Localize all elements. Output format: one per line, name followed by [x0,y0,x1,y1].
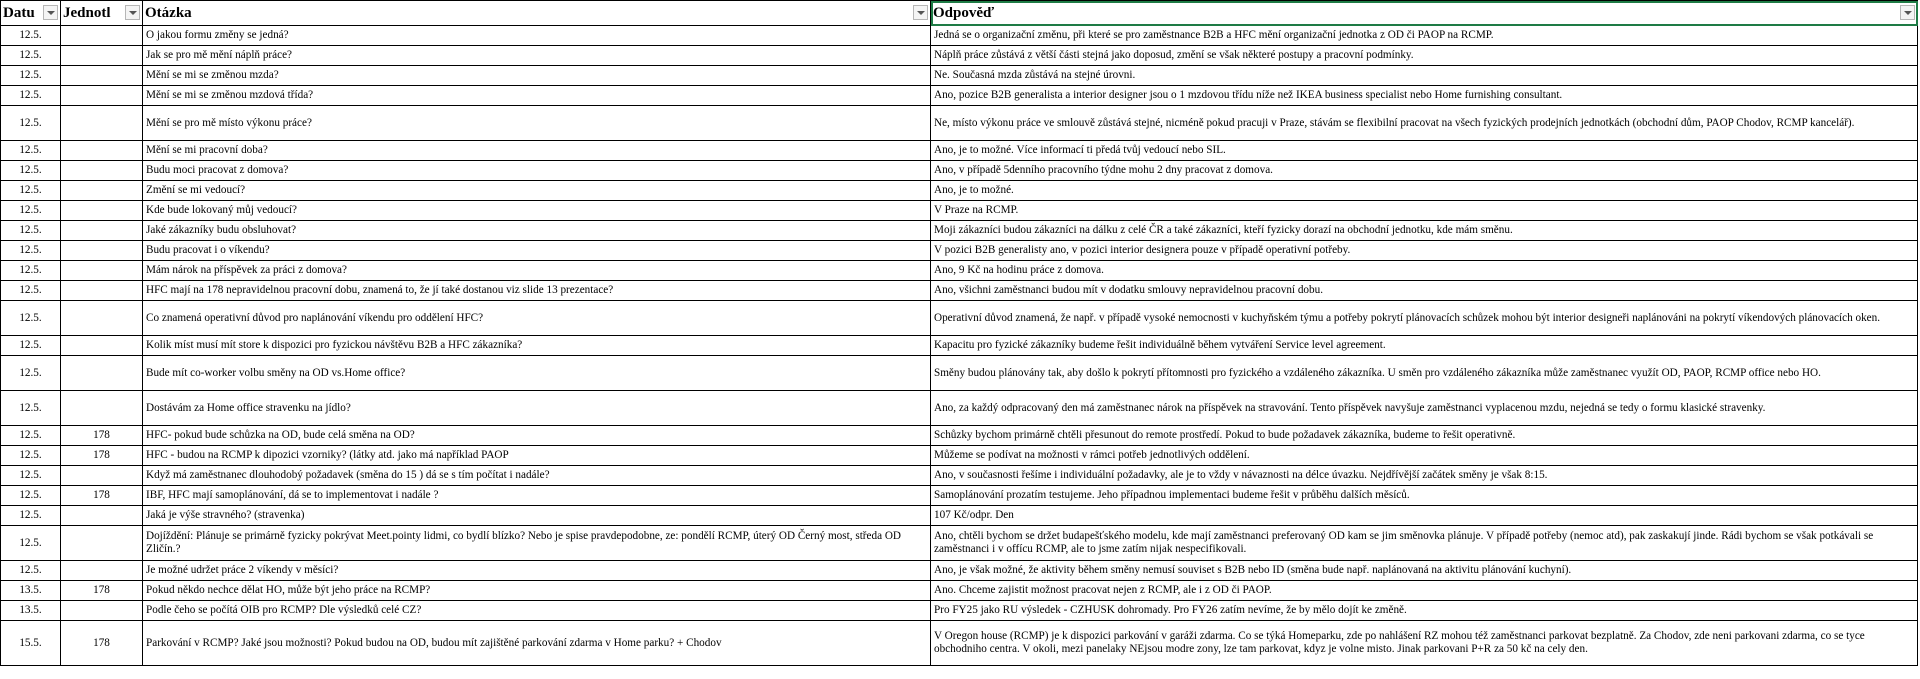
table-row [1,486,1918,506]
table-row [1,301,1918,336]
date-cell[interactable]: 12.5. [1,86,61,106]
question-cell[interactable]: HFC mají na 178 nepravidelnou pracovní dobu, znamená to, že jí také dostanou viz slide 13 prezentace? [143,281,931,301]
question-cell[interactable]: Mění se mi pracovní doba? [143,141,931,161]
answer-cell[interactable]: 107 Kč/odpr. Den [931,506,1918,526]
date-cell[interactable]: 12.5. [1,141,61,161]
date-cell[interactable]: 12.5. [1,46,61,66]
table-body [1,26,1918,666]
answer-cell[interactable]: Ano, v případě 5denního pracovního týdne mohu 2 dny pracovat z domova. [931,161,1918,181]
date-cell[interactable]: 12.5. [1,561,61,581]
answer-cell[interactable]: Operativní důvod znamená, že např. v případě vysoké nemocnosti v kuchyňském týmu a potřeby pokrytí plánovacích schůzek mohou být interior designeři naplánováni na pokrytí víkendových plánovacích oken. [931,301,1918,336]
table-row [1,391,1918,426]
answer-cell[interactable]: V Praze na RCMP. [931,201,1918,221]
question-cell[interactable]: Kde bude lokovaný můj vedoucí? [143,201,931,221]
answer-cell[interactable]: Schůzky bychom primárně chtěli přesunout do remote prostředí. Pokud to bude požadavek zákazníka, budeme to řešit operativně. [931,426,1918,446]
date-cell[interactable]: 12.5. [1,66,61,86]
table-row [1,46,1918,66]
unit-cell[interactable] [61,46,143,66]
unit-cell[interactable] [61,66,143,86]
unit-cell[interactable] [61,336,143,356]
question-cell[interactable]: Kolik míst musí mít store k dispozici pro fyzickou návštěvu B2B a HFC zákazníka? [143,336,931,356]
answer-cell[interactable]: V pozici B2B generalisty ano, v pozici interior designera pouze v případě operativní potřeby. [931,241,1918,261]
unit-cell[interactable] [61,391,143,426]
unit-cell[interactable] [61,141,143,161]
unit-cell[interactable] [61,86,143,106]
table-row [1,281,1918,301]
table-row [1,141,1918,161]
filter-dropdown-icon[interactable] [43,5,58,20]
unit-cell[interactable] [61,241,143,261]
header-unit-label: Jednotl [63,6,111,20]
table-row [1,426,1918,446]
date-cell[interactable]: 12.5. [1,106,61,141]
header-date-label: Datu [3,6,35,20]
table-row [1,526,1918,561]
question-cell[interactable]: Když má zaměstnanec dlouhodobý požadavek (směna do 15 ) dá se s tím počítat i nadále? [143,466,931,486]
answer-cell[interactable]: Ano, v současnosti řešíme i individuální požadavky, ale je to vždy v návaznosti na délce úvazku. Nejdřívější začátek směny je však 8:15. [931,466,1918,486]
answer-cell[interactable]: Ano, je to možné. [931,181,1918,201]
header-answer[interactable] [931,1,1918,26]
table-row [1,261,1918,281]
answer-cell[interactable]: Jedná se o organizační změnu, při které se pro zaměstnance B2B a HFC mění organizační jednotka z OD či PAOP na RCMP. [931,26,1918,46]
header-unit[interactable] [61,1,143,26]
answer-cell[interactable]: V Oregon house (RCMP) je k dispozici parkování v garáži zdarma. Co se týká Homeparku, zde po nahlášení RZ mohou též zaměstnanci parkovat bezplatně. Za Chodov, zde neni parkovani zdarma, co se tyce obchodniho centra. V okoli, mezi panelaky NEjsou modre zony, lze tam parkovat, kdyz je volne misto. Jinak parkovani P+R za 50 kč na cely den. [931,621,1918,666]
question-cell[interactable]: Dostávám za Home office stravenku na jídlo? [143,391,931,426]
question-cell[interactable]: Dojíždění: Plánuje se primárně fyzicky pokrývat Meet.pointy lidmi, co bydlí blízko? Nebo je spise pravdepodobne, ze: pondělí RCMP, úterý OD Černý most, středa OD Zličín.? [143,526,931,561]
answer-cell[interactable]: Náplň práce zůstává z větší části stejná jako doposud, změní se však některé postupy a pracovní podmínky. [931,46,1918,66]
date-cell[interactable]: 12.5. [1,506,61,526]
unit-cell[interactable] [61,301,143,336]
table-row [1,26,1918,46]
answer-cell[interactable]: Ano. Chceme zajistit možnost pracovat nejen z RCMP, ale i z OD či PAOP. [931,581,1918,601]
question-cell[interactable]: Jaké zákazníky budu obsluhovat? [143,221,931,241]
header-row [1,1,1918,26]
question-cell[interactable]: Mění se pro mě místo výkonu práce? [143,106,931,141]
question-cell[interactable]: Změní se mi vedoucí? [143,181,931,201]
answer-cell[interactable]: Ano, všichni zaměstnanci budou mít v dodatku smlouvy nepravidelnou pracovní dobu. [931,281,1918,301]
answer-cell[interactable]: Kapacitu pro fyzické zákazníky budeme řešit individuálně během vytváření Service level agreement. [931,336,1918,356]
date-cell[interactable]: 13.5. [1,601,61,621]
unit-cell[interactable] [61,281,143,301]
date-cell[interactable]: 12.5. [1,26,61,46]
header-question[interactable] [143,1,931,26]
unit-cell[interactable] [61,356,143,391]
answer-cell[interactable]: Ano, pozice B2B generalista a interior designer jsou o 1 mzdovou třídu níže než IKEA business specialist nebo Home furnishing consultant. [931,86,1918,106]
answer-cell[interactable]: Ne. Současná mzda zůstává na stejné úrovni. [931,66,1918,86]
unit-cell[interactable] [61,561,143,581]
answer-cell[interactable]: Ano, chtěli bychom se držet budapešťského modelu, kde mají zaměstnanci preferovaný OD kam se jim směnovka plánuje. V případě potřeby (nemoc atd), pak zaskakují jinde. Rádi bychom se však potkávali se zaměstnanci i v offícu RCMP, ale to jsme zatím nijak nespecifikovali. [931,526,1918,561]
question-cell[interactable]: Mění se mi se změnou mzda? [143,66,931,86]
date-cell[interactable]: 12.5. [1,221,61,241]
unit-cell[interactable]: 178 [61,446,143,466]
date-cell[interactable]: 12.5. [1,181,61,201]
date-cell[interactable]: 12.5. [1,466,61,486]
question-cell[interactable]: Podle čeho se počítá OIB pro RCMP? Dle výsledků celé CZ? [143,601,931,621]
answer-cell[interactable]: Ano, za každý odpracovaný den má zaměstnanec nárok na příspěvek na stravování. Tento příspěvek navyšuje zaměstnanci vyplacenou mzdu, nejedná se tedy o formu klasické stravenky. [931,391,1918,426]
answer-cell[interactable]: Pro FY25 jako RU výsledek - CZHUSK dohromady. Pro FY26 zatím nevíme, že by mělo dojít ke změně. [931,601,1918,621]
filter-dropdown-icon[interactable] [125,5,140,20]
table-row [1,356,1918,391]
date-cell[interactable]: 12.5. [1,301,61,336]
answer-cell[interactable]: Moji zákazníci budou zákazníci na dálku z celé ČR a také zákazníci, kteří fyzicky dorazí na obchodní jednotku, kde mám směnu. [931,221,1918,241]
question-cell[interactable]: Budu pracovat i o víkendu? [143,241,931,261]
answer-cell[interactable]: Můžeme se podívat na možnosti v rámci potřeb jednotlivých oddělení. [931,446,1918,466]
question-cell[interactable]: Jak se pro mě mění náplň práce? [143,46,931,66]
question-cell[interactable]: Bude mít co-worker volbu směny na OD vs.Home office? [143,356,931,391]
unit-cell[interactable] [61,201,143,221]
header-answer-label: Odpověď [933,6,995,20]
unit-cell[interactable]: 178 [61,486,143,506]
date-cell[interactable]: 12.5. [1,241,61,261]
date-cell[interactable]: 12.5. [1,261,61,281]
unit-cell[interactable] [61,526,143,561]
header-question-label: Otázka [145,6,192,20]
unit-cell[interactable] [61,466,143,486]
table-row [1,106,1918,141]
unit-cell[interactable] [61,506,143,526]
question-cell[interactable]: HFC- pokud bude schůzka na OD, bude celá směna na OD? [143,426,931,446]
table-row [1,221,1918,241]
date-cell[interactable]: 12.5. [1,336,61,356]
question-cell[interactable]: Co znamená operativní důvod pro naplánování víkendu pro oddělení HFC? [143,301,931,336]
question-cell[interactable]: O jakou formu změny se jedná? [143,26,931,46]
filter-dropdown-icon[interactable] [913,5,928,20]
unit-cell[interactable] [61,601,143,621]
unit-cell[interactable] [61,261,143,281]
date-cell[interactable]: 12.5. [1,161,61,181]
question-cell[interactable]: Mění se mi se změnou mzdová třída? [143,86,931,106]
answer-cell[interactable]: Ano, je však možné, že aktivity během směny nemusí souviset s B2B nebo ID (směna bude např. naplánovaná na aktivitu plánování kuchyní). [931,561,1918,581]
table-row [1,86,1918,106]
table-row [1,161,1918,181]
answer-cell[interactable]: Ne, místo výkonu práce ve smlouvě zůstává stejné, nicméně pokud pracuji v Praze, stávám se flexibilní pracovat na všech fyzických prodejních jednotkách (obchodní dům, PAOP Chodov, RCMP kancelář). [931,106,1918,141]
table-row [1,241,1918,261]
table-row [1,506,1918,526]
table-row [1,621,1918,666]
table-row [1,601,1918,621]
table-row [1,446,1918,466]
date-cell[interactable]: 12.5. [1,391,61,426]
question-cell[interactable]: Je možné udržet práce 2 víkendy v měsíci? [143,561,931,581]
answer-cell[interactable]: Ano, je to možné. Více informací ti předá tvůj vedoucí nebo SIL. [931,141,1918,161]
question-cell[interactable]: Budu moci pracovat z domova? [143,161,931,181]
question-cell[interactable]: Parkování v RCMP? Jaké jsou možnosti? Pokud budou na OD, budou mít zajištěné parkování zdarma v Home parku? + Chodov [143,621,931,666]
header-date[interactable] [1,1,61,26]
question-cell[interactable]: Jaká je výše stravného? (stravenka) [143,506,931,526]
date-cell[interactable]: 12.5. [1,446,61,466]
date-cell[interactable]: 12.5. [1,201,61,221]
filter-dropdown-icon[interactable] [1900,5,1915,20]
table-row [1,561,1918,581]
date-cell[interactable]: 12.5. [1,526,61,561]
question-cell[interactable]: IBF, HFC mají samoplánování, dá se to implementovat i nadále ? [143,486,931,506]
date-cell[interactable]: 12.5. [1,486,61,506]
unit-cell[interactable] [61,106,143,141]
date-cell[interactable]: 15.5. [1,621,61,666]
date-cell[interactable]: 12.5. [1,426,61,446]
unit-cell[interactable] [61,221,143,241]
unit-cell[interactable]: 178 [61,581,143,601]
table-row [1,181,1918,201]
unit-cell[interactable] [61,161,143,181]
answer-cell[interactable]: Samoplánování prozatím testujeme. Jeho případnou implementaci budeme řešit v průběhu dalších měsíců. [931,486,1918,506]
date-cell[interactable]: 13.5. [1,581,61,601]
unit-cell[interactable] [61,181,143,201]
unit-cell[interactable] [61,26,143,46]
table-row [1,66,1918,86]
unit-cell[interactable]: 178 [61,426,143,446]
question-cell[interactable]: HFC - budou na RCMP k dipozici vzorniky? (látky atd. jako má například PAOP [143,446,931,466]
date-cell[interactable]: 12.5. [1,281,61,301]
table-row [1,581,1918,601]
answer-cell[interactable]: Směny budou plánovány tak, aby došlo k pokrytí přítomnosti pro fyzického a vzdáleného zákazníka. U směn pro vzdáleného zákazníka může zaměstnanec využít OD, PAOP, RCMP office nebo HO. [931,356,1918,391]
question-cell[interactable]: Pokud někdo nechce dělat HO, může být jeho práce na RCMP? [143,581,931,601]
date-cell[interactable]: 12.5. [1,356,61,391]
question-cell[interactable]: Mám nárok na příspěvek za práci z domova? [143,261,931,281]
table-row [1,201,1918,221]
answer-cell[interactable]: Ano, 9 Kč na hodinu práce z domova. [931,261,1918,281]
table-row [1,466,1918,486]
table-row [1,336,1918,356]
unit-cell[interactable]: 178 [61,621,143,666]
